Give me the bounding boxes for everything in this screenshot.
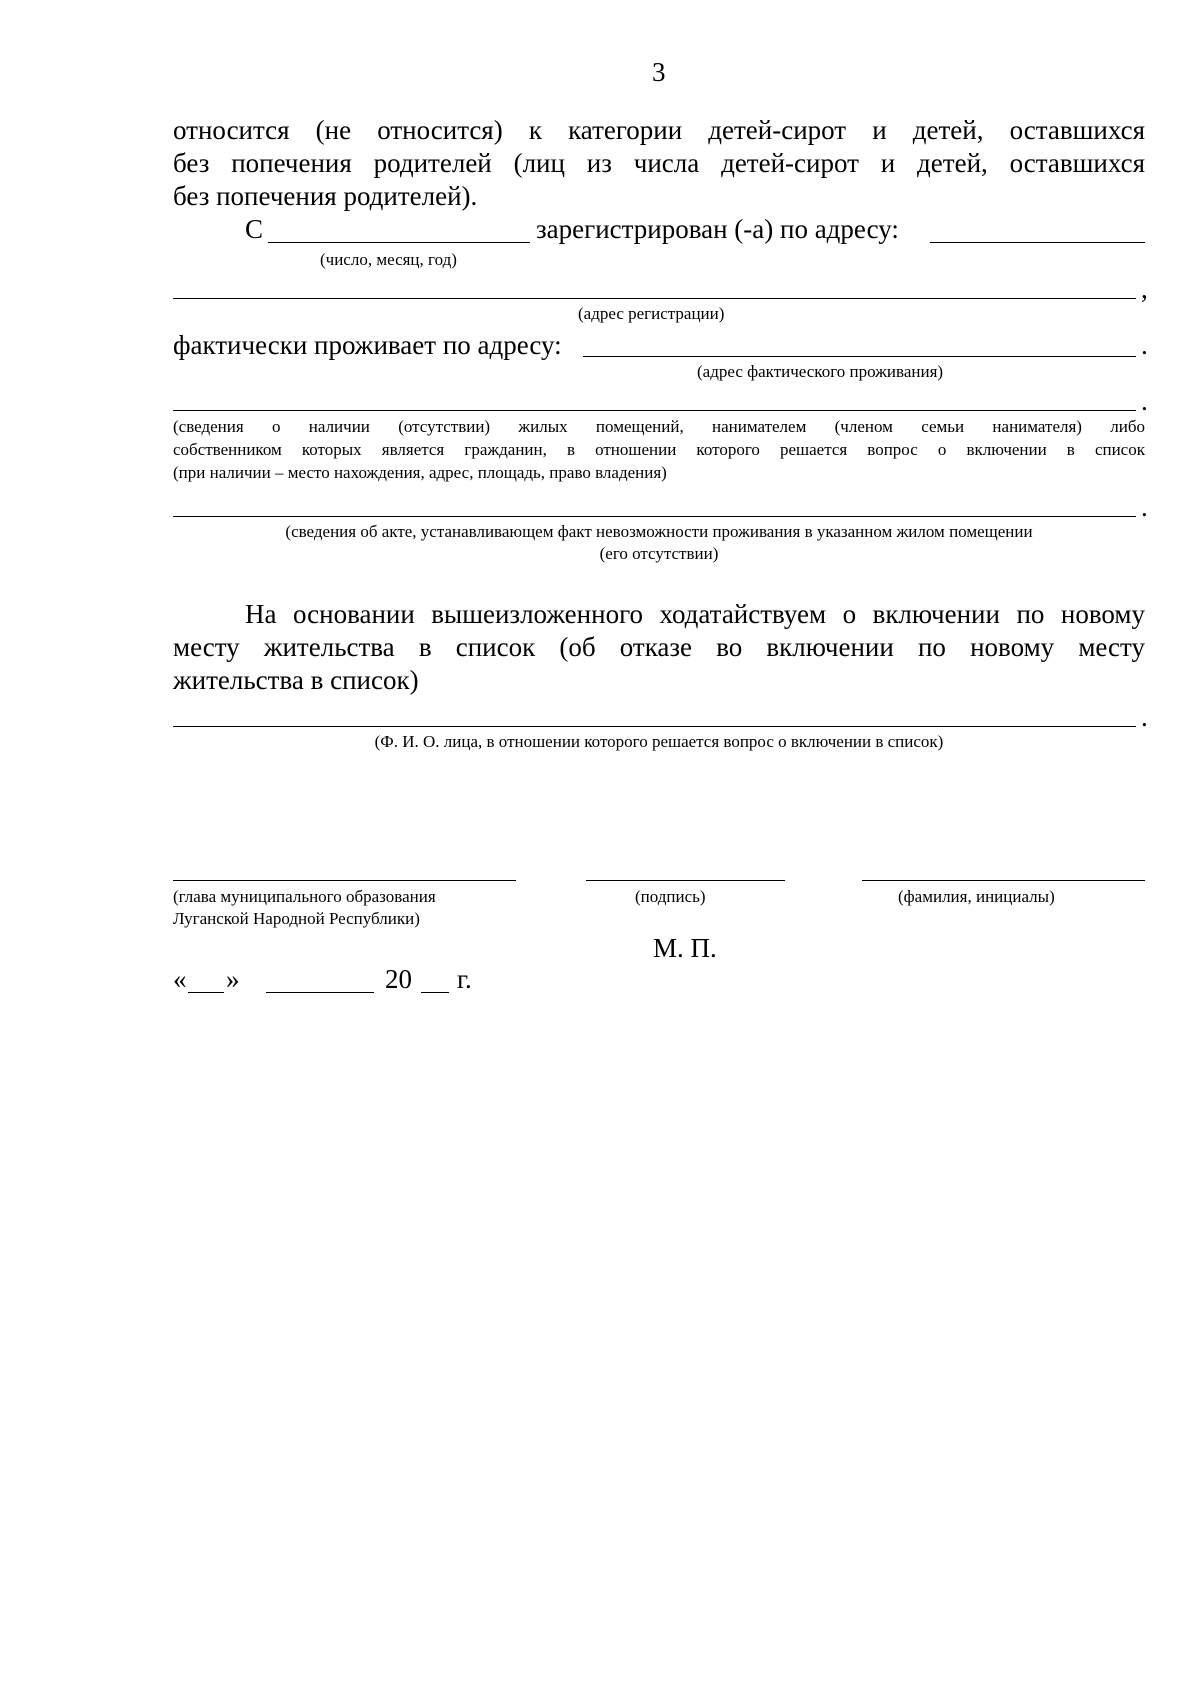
- period: .: [1141, 386, 1148, 416]
- period: .: [1141, 492, 1148, 522]
- date-day-field[interactable]: [188, 992, 224, 993]
- date-year-prefix: 20: [385, 964, 412, 994]
- date-caption: (число, месяц, год): [320, 250, 457, 269]
- housing-caption-line: (сведения о наличии (отсутствии) жилых помещений, нанимателем (членом семьи нанимателя) либо: [173, 417, 1145, 436]
- date-month-field[interactable]: [266, 992, 374, 993]
- housing-caption-line: (при наличии – место нахождения, адрес, площадь, право владения): [173, 463, 667, 482]
- date-open-quote: «: [173, 964, 187, 994]
- petition-line: месту жительства в список (об отказе во включении по новому месту: [173, 632, 1145, 662]
- head-signature-field[interactable]: [173, 880, 516, 881]
- act-caption-line: (его отсутствии): [599, 544, 719, 563]
- paragraph-line: без попечения родителей).: [173, 181, 478, 211]
- person-name-field[interactable]: [173, 726, 1136, 727]
- date-close-quote: »: [226, 964, 240, 994]
- date-year-suffix: г.: [457, 964, 472, 994]
- signature-field[interactable]: [586, 880, 785, 881]
- stamp-label: М. П.: [653, 933, 717, 963]
- registration-address-field[interactable]: [930, 242, 1145, 243]
- name-initials-caption: (фамилия, инициалы): [898, 887, 1055, 906]
- page-number: 3: [652, 57, 666, 87]
- actual-address-label: фактически проживает по адресу:: [173, 330, 562, 360]
- registration-label: зарегистрирован (-а) по адресу:: [536, 214, 899, 244]
- signature-caption: (подпись): [635, 887, 706, 906]
- paragraph-line: без попечения родителей (лиц из числа детей-сирот и детей, оставшихся: [173, 148, 1145, 178]
- period: .: [1141, 330, 1148, 360]
- name-initials-field[interactable]: [862, 880, 1145, 881]
- act-info-field[interactable]: [173, 516, 1136, 517]
- registration-date-field[interactable]: [268, 242, 530, 243]
- petition-line: На основании вышеизложенного ходатайствуем о включении по новому: [245, 599, 1145, 629]
- comma: ,: [1141, 274, 1148, 304]
- head-caption: Луганской Народной Республики): [173, 909, 420, 928]
- act-caption-line: (сведения об акте, устанавливающем факт невозможности проживания в указанном жилом помещении: [285, 522, 1033, 541]
- registration-address-field-2[interactable]: [173, 298, 1136, 299]
- actual-address-caption: (адрес фактического проживания): [697, 362, 944, 381]
- person-name-caption: (Ф. И. О. лица, в отношении которого решается вопрос о включении в список): [374, 732, 944, 751]
- actual-address-field[interactable]: [583, 356, 1136, 357]
- head-caption: (глава муниципального образования: [173, 887, 436, 906]
- registration-address-caption: (адрес регистрации): [578, 304, 725, 323]
- paragraph-line: относится (не относится) к категории детей-сирот и детей, оставшихся: [173, 115, 1145, 145]
- date-year-field[interactable]: [421, 992, 449, 993]
- housing-info-field[interactable]: [173, 410, 1136, 411]
- registration-prefix: С: [245, 214, 264, 244]
- period: .: [1141, 702, 1148, 732]
- housing-caption-line: собственником которых является гражданин, в отношении которого решается вопрос о включении в список: [173, 440, 1145, 459]
- petition-line: жительства в список): [173, 665, 419, 695]
